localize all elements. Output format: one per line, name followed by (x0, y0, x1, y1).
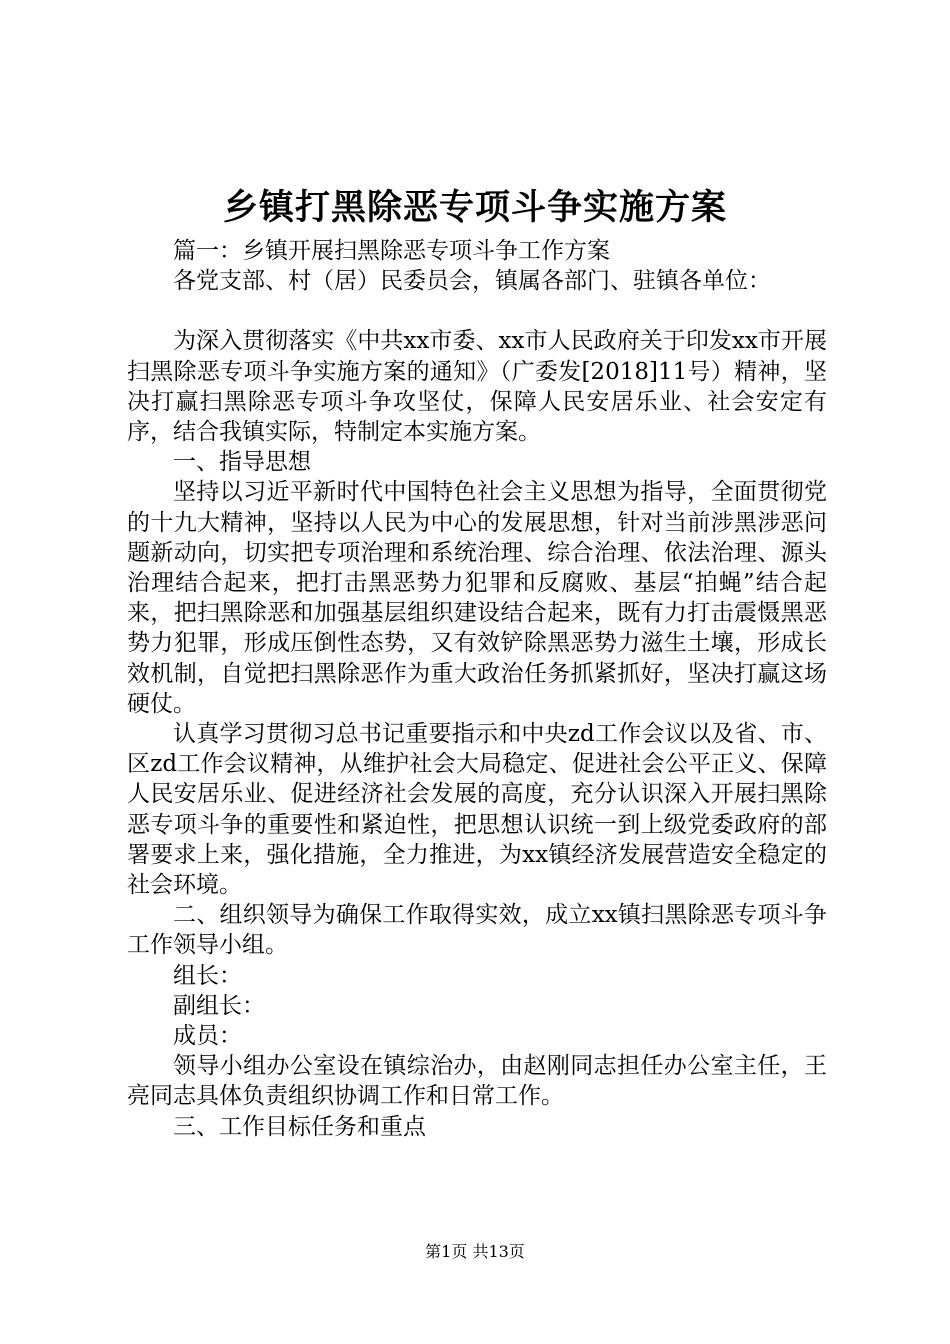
section-heading-goals: 三、工作目标任务和重点 (173, 1113, 426, 1140)
document-title: 乡镇打黑除恶专项斗争实施方案 (222, 187, 727, 228)
paragraph-addressee: 各党支部、村（居）民委员会，镇属各部门、驻镇各单位： (173, 268, 771, 295)
paragraph-group-leader: 组长： (173, 962, 242, 989)
section-heading-leadership: 二、组织领导为确保工作取得实效，成立xx镇扫黑除恶专项斗争工作领导小组。 (127, 902, 827, 959)
section-heading-guiding-ideology: 一、指导思想 (173, 449, 311, 476)
paragraph-members: 成员： (173, 1023, 242, 1050)
page-number-footer: 第1页 共13页 (425, 1242, 525, 1261)
paragraph-office: 领导小组办公室设在镇综治办，由赵刚同志担任办公室主任，王亮同志具体负责组织协调工作和日常工作。 (127, 1053, 827, 1110)
paragraph-deputy-leader: 副组长： (173, 992, 265, 1019)
paragraph-guiding-ideology: 坚持以习近平新时代中国特色社会主义思想为指导，全面贯彻党的十九大精神，坚持以人民为中心的发展思想，针对当前涉黑涉恶问题新动向，切实把专项治理和系统治理、综合治理、依法治理、源头治理结合起来，把打击黑恶势力犯罪和反腐败、基层“拍蝇”结合起来，把扫黑除恶和加强基层组织建设结合起来，既有力打击震慑黑恶势力犯罪，形成压倒性态势，又有效铲除黑恶势力滋生土壤，形成长效机制，自觉把扫黑除恶作为重大政治任务抓紧抓好，坚决打赢这场硬仗。 (127, 479, 827, 717)
document-body (127, 236, 827, 1142)
paragraph-study-implement: 认真学习贯彻习总书记重要指示和中央zd工作会议以及省、市、区zd工作会议精神，从维护社会大局稳定、促进社会公平正义、保障人民安居乐业、促进经济社会发展的高度，充分认识深入开展扫黑除恶专项斗争的重要性和紧迫性，把思想认识统一到上级党委政府的部署要求上来，强化措施，全力推进，为xx镇经济发展营造安全稳定的社会环境。 (127, 721, 827, 899)
paragraph-intro: 为深入贯彻落实《中共xx市委、xx市人民政府关于印发xx市开展扫黑除恶专项斗争实施方案的通知》（广委发[2018]11号）精神，坚决打赢扫黑除恶专项斗争攻坚仗，保障人民安居乐业、社会安定有序，结合我镇实际，特制定本实施方案。 (127, 328, 827, 446)
paragraph-article-heading: 篇一：乡镇开展扫黑除恶专项斗争工作方案 (173, 238, 610, 264)
